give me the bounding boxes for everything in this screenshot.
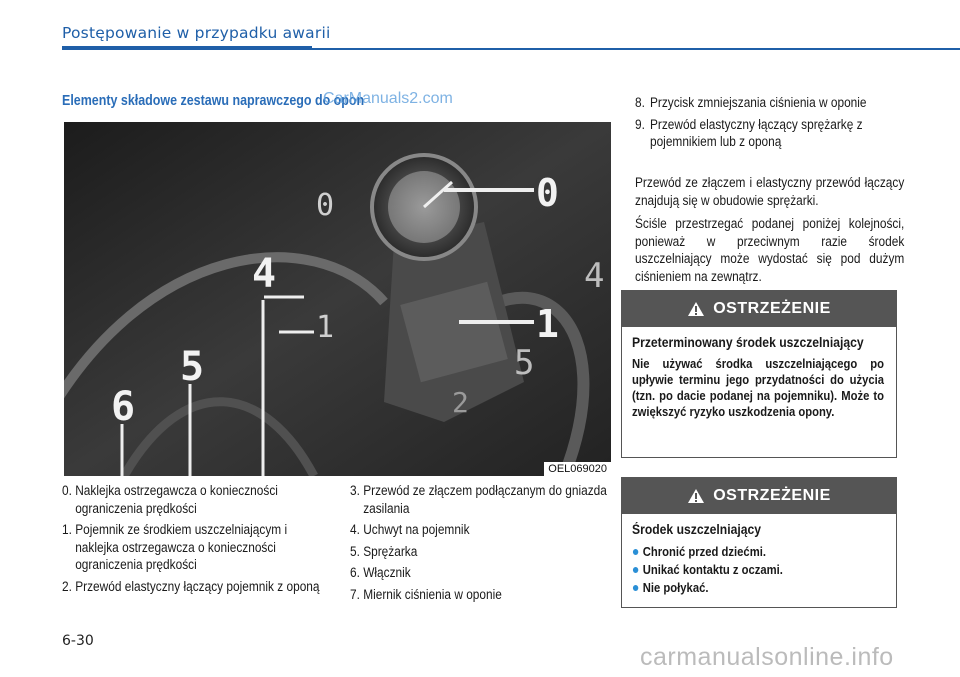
content-title: Elementy składowe zestawu naprawczego do opon [62, 93, 365, 109]
warning-header [622, 478, 896, 514]
callout-0-left: 0 [316, 188, 335, 223]
legend-item: 2. Przewód elastyczny łączący pojemnik z oponą [62, 578, 320, 594]
callout-2: 2 [452, 386, 469, 419]
tire-repair-kit-illustration [64, 122, 611, 476]
page-number: 6-30 [62, 633, 94, 649]
warning-label: OSTRZEŻENIE [713, 487, 831, 504]
legend-item: 8. Przycisk zmniejszania ciśnienia w oponie [635, 95, 867, 110]
warning-box-1 [621, 290, 897, 458]
header-rule-thick [62, 46, 312, 50]
callout-1-right: 1 [536, 302, 559, 346]
warning-label: OSTRZEŻENIE [713, 300, 831, 317]
warning-title: Środek uszczelniający [632, 522, 761, 537]
figure-photo [64, 122, 611, 476]
section-header: Postępowanie w przypadku awarii [62, 24, 331, 42]
warning-bullet: Unikać kontaktu z oczami. [632, 562, 895, 578]
legend-item: 7. Miernik ciśnienia w oponie [350, 586, 502, 602]
watermark: CarManuals2.com [323, 90, 453, 107]
callout-4-right: 4 [584, 256, 605, 296]
figure-code: OEL069020 [544, 462, 611, 476]
warning-box-2 [621, 477, 897, 608]
legend-item: 0. Naklejka ostrzegawcza o konieczności ograniczenia prędkości [62, 483, 278, 516]
site-watermark: carmanualsonline.info [640, 643, 894, 671]
paragraph: Przewód ze złączem i elastyczny przewód łączący znajdują się w obudowie sprężarki. [635, 175, 905, 208]
warning-bullet: Chronić przed dziećmi. [632, 544, 895, 560]
warning-triangle-icon [687, 301, 705, 317]
callout-0-right: 0 [536, 171, 559, 215]
callout-6: 6 [111, 384, 136, 430]
legend-mid [350, 482, 612, 607]
warning-header [622, 291, 896, 327]
paragraph: Ściśle przestrzegać podanej poniżej kolejności, ponieważ w przeciwnym razie środek uszczelniający może wydostać się pod dużym ciśnieniem na zewnątrz. [635, 216, 905, 284]
paragraphs [635, 174, 904, 291]
callout-4-left: 4 [252, 251, 277, 297]
callout-5-left: 5 [180, 344, 205, 390]
legend-item: 4. Uchwyt na pojemnik [350, 522, 470, 537]
callout-1-left: 1 [316, 310, 335, 345]
legend-item: 5. Sprężarka [350, 543, 418, 559]
warning-text: Nie używać środka uszczelniającego po upływie terminu jego przydatności do użycia (tzn. po dacie podanej na pojemniku). Może to zwiększyć ryzyko uszkodzenia opony. [632, 357, 884, 419]
header-rule-thin [312, 48, 960, 50]
callout-5-right: 5 [514, 343, 535, 383]
legend-item: 1. Pojemnik ze środkiem uszczelniającym i naklejka ostrzegawcza o konieczności ograniczenia prędkości [62, 522, 288, 572]
legend-item: 3. Przewód ze złączem podłączanym do gniazda zasilania [350, 483, 607, 516]
warning-bullet: Nie połykać. [632, 580, 895, 596]
legend-item: 9. Przewód elastyczny łączący sprężarkę z pojemnikiem lub z oponą [635, 116, 863, 149]
legend-item: 6. Włącznik [350, 565, 411, 580]
legend-right [635, 94, 904, 155]
legend-left [62, 482, 330, 599]
warning-triangle-icon [687, 488, 705, 504]
warning-title: Przeterminowany środek uszczelniający [632, 335, 864, 350]
